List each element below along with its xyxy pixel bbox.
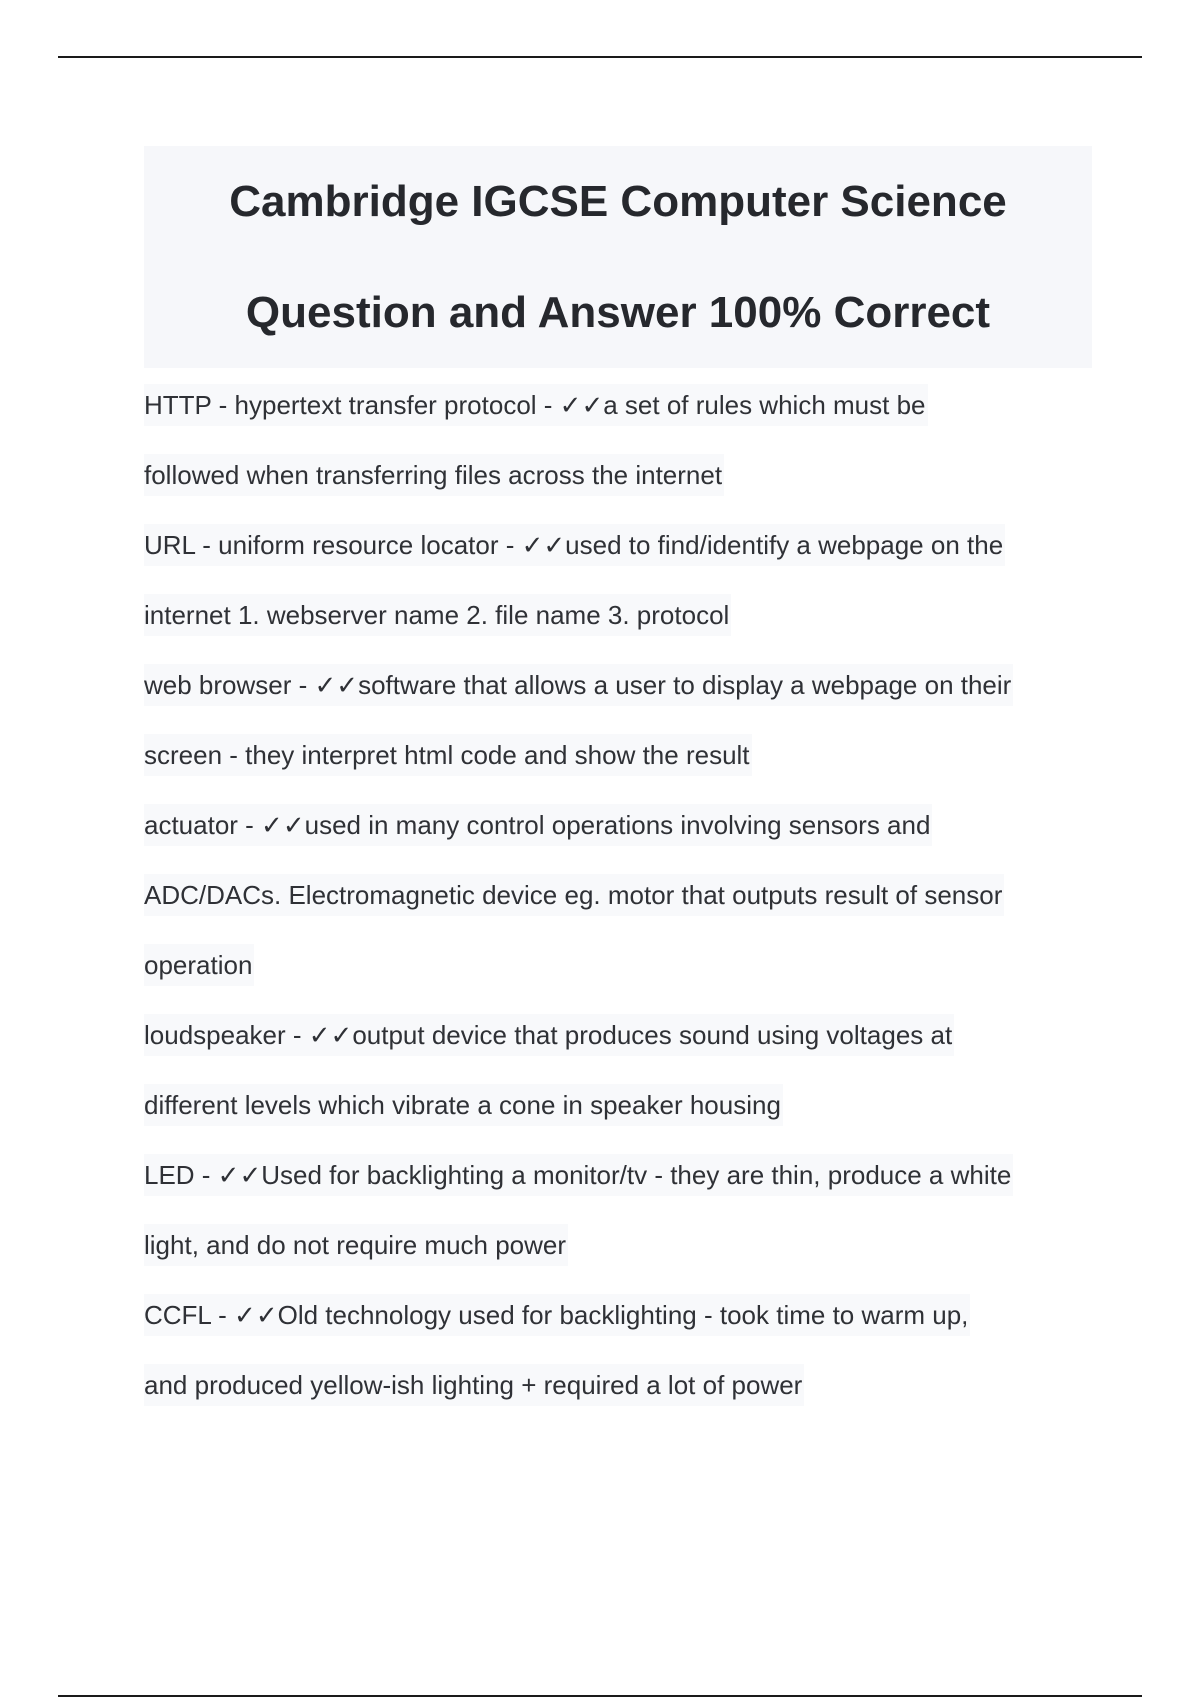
qa-entry-actuator [144, 790, 1104, 1000]
qa-text-line: light, and do not require much power [144, 1224, 568, 1266]
qa-entry-loudspeaker [144, 1000, 1104, 1140]
qa-text-line: URL - uniform resource locator - ✓✓used to find/identify a webpage on the [144, 524, 1005, 566]
qa-entry-ccfl [144, 1280, 1104, 1420]
qa-text-line: web browser - ✓✓software that allows a user to display a webpage on their [144, 664, 1013, 706]
qa-entry-http [144, 370, 1104, 510]
qa-text-line: different levels which vibrate a cone in speaker housing [144, 1084, 783, 1126]
bottom-rule [58, 1695, 1142, 1697]
qa-text-line: screen - they interpret html code and show the result [144, 734, 752, 776]
qa-text-line: operation [144, 944, 254, 986]
qa-text-line: internet 1. webserver name 2. file name 3. protocol [144, 594, 731, 636]
qa-text-line: CCFL - ✓✓Old technology used for backlighting - took time to warm up, [144, 1294, 970, 1336]
qa-entry-url [144, 510, 1104, 650]
qa-text-line: LED - ✓✓Used for backlighting a monitor/tv - they are thin, produce a white [144, 1154, 1013, 1196]
qa-entry-led [144, 1140, 1104, 1280]
qa-text-line: followed when transferring files across the internet [144, 454, 724, 496]
top-rule [58, 56, 1142, 58]
qa-text-line: loudspeaker - ✓✓output device that produces sound using voltages at [144, 1014, 954, 1056]
qa-text-line: ADC/DACs. Electromagnetic device eg. motor that outputs result of sensor [144, 874, 1004, 916]
qa-text-line: and produced yellow-ish lighting + required a lot of power [144, 1364, 804, 1406]
page-title-line-1: Cambridge IGCSE Computer Science [229, 177, 1007, 226]
qa-entry-web-browser [144, 650, 1104, 790]
qa-text-line: HTTP - hypertext transfer protocol - ✓✓a set of rules which must be [144, 384, 928, 426]
title-block [144, 146, 1092, 368]
qa-text-line: actuator - ✓✓used in many control operations involving sensors and [144, 804, 932, 846]
qa-list [144, 370, 1104, 1420]
page-title-line-2: Question and Answer 100% Correct [245, 288, 991, 337]
